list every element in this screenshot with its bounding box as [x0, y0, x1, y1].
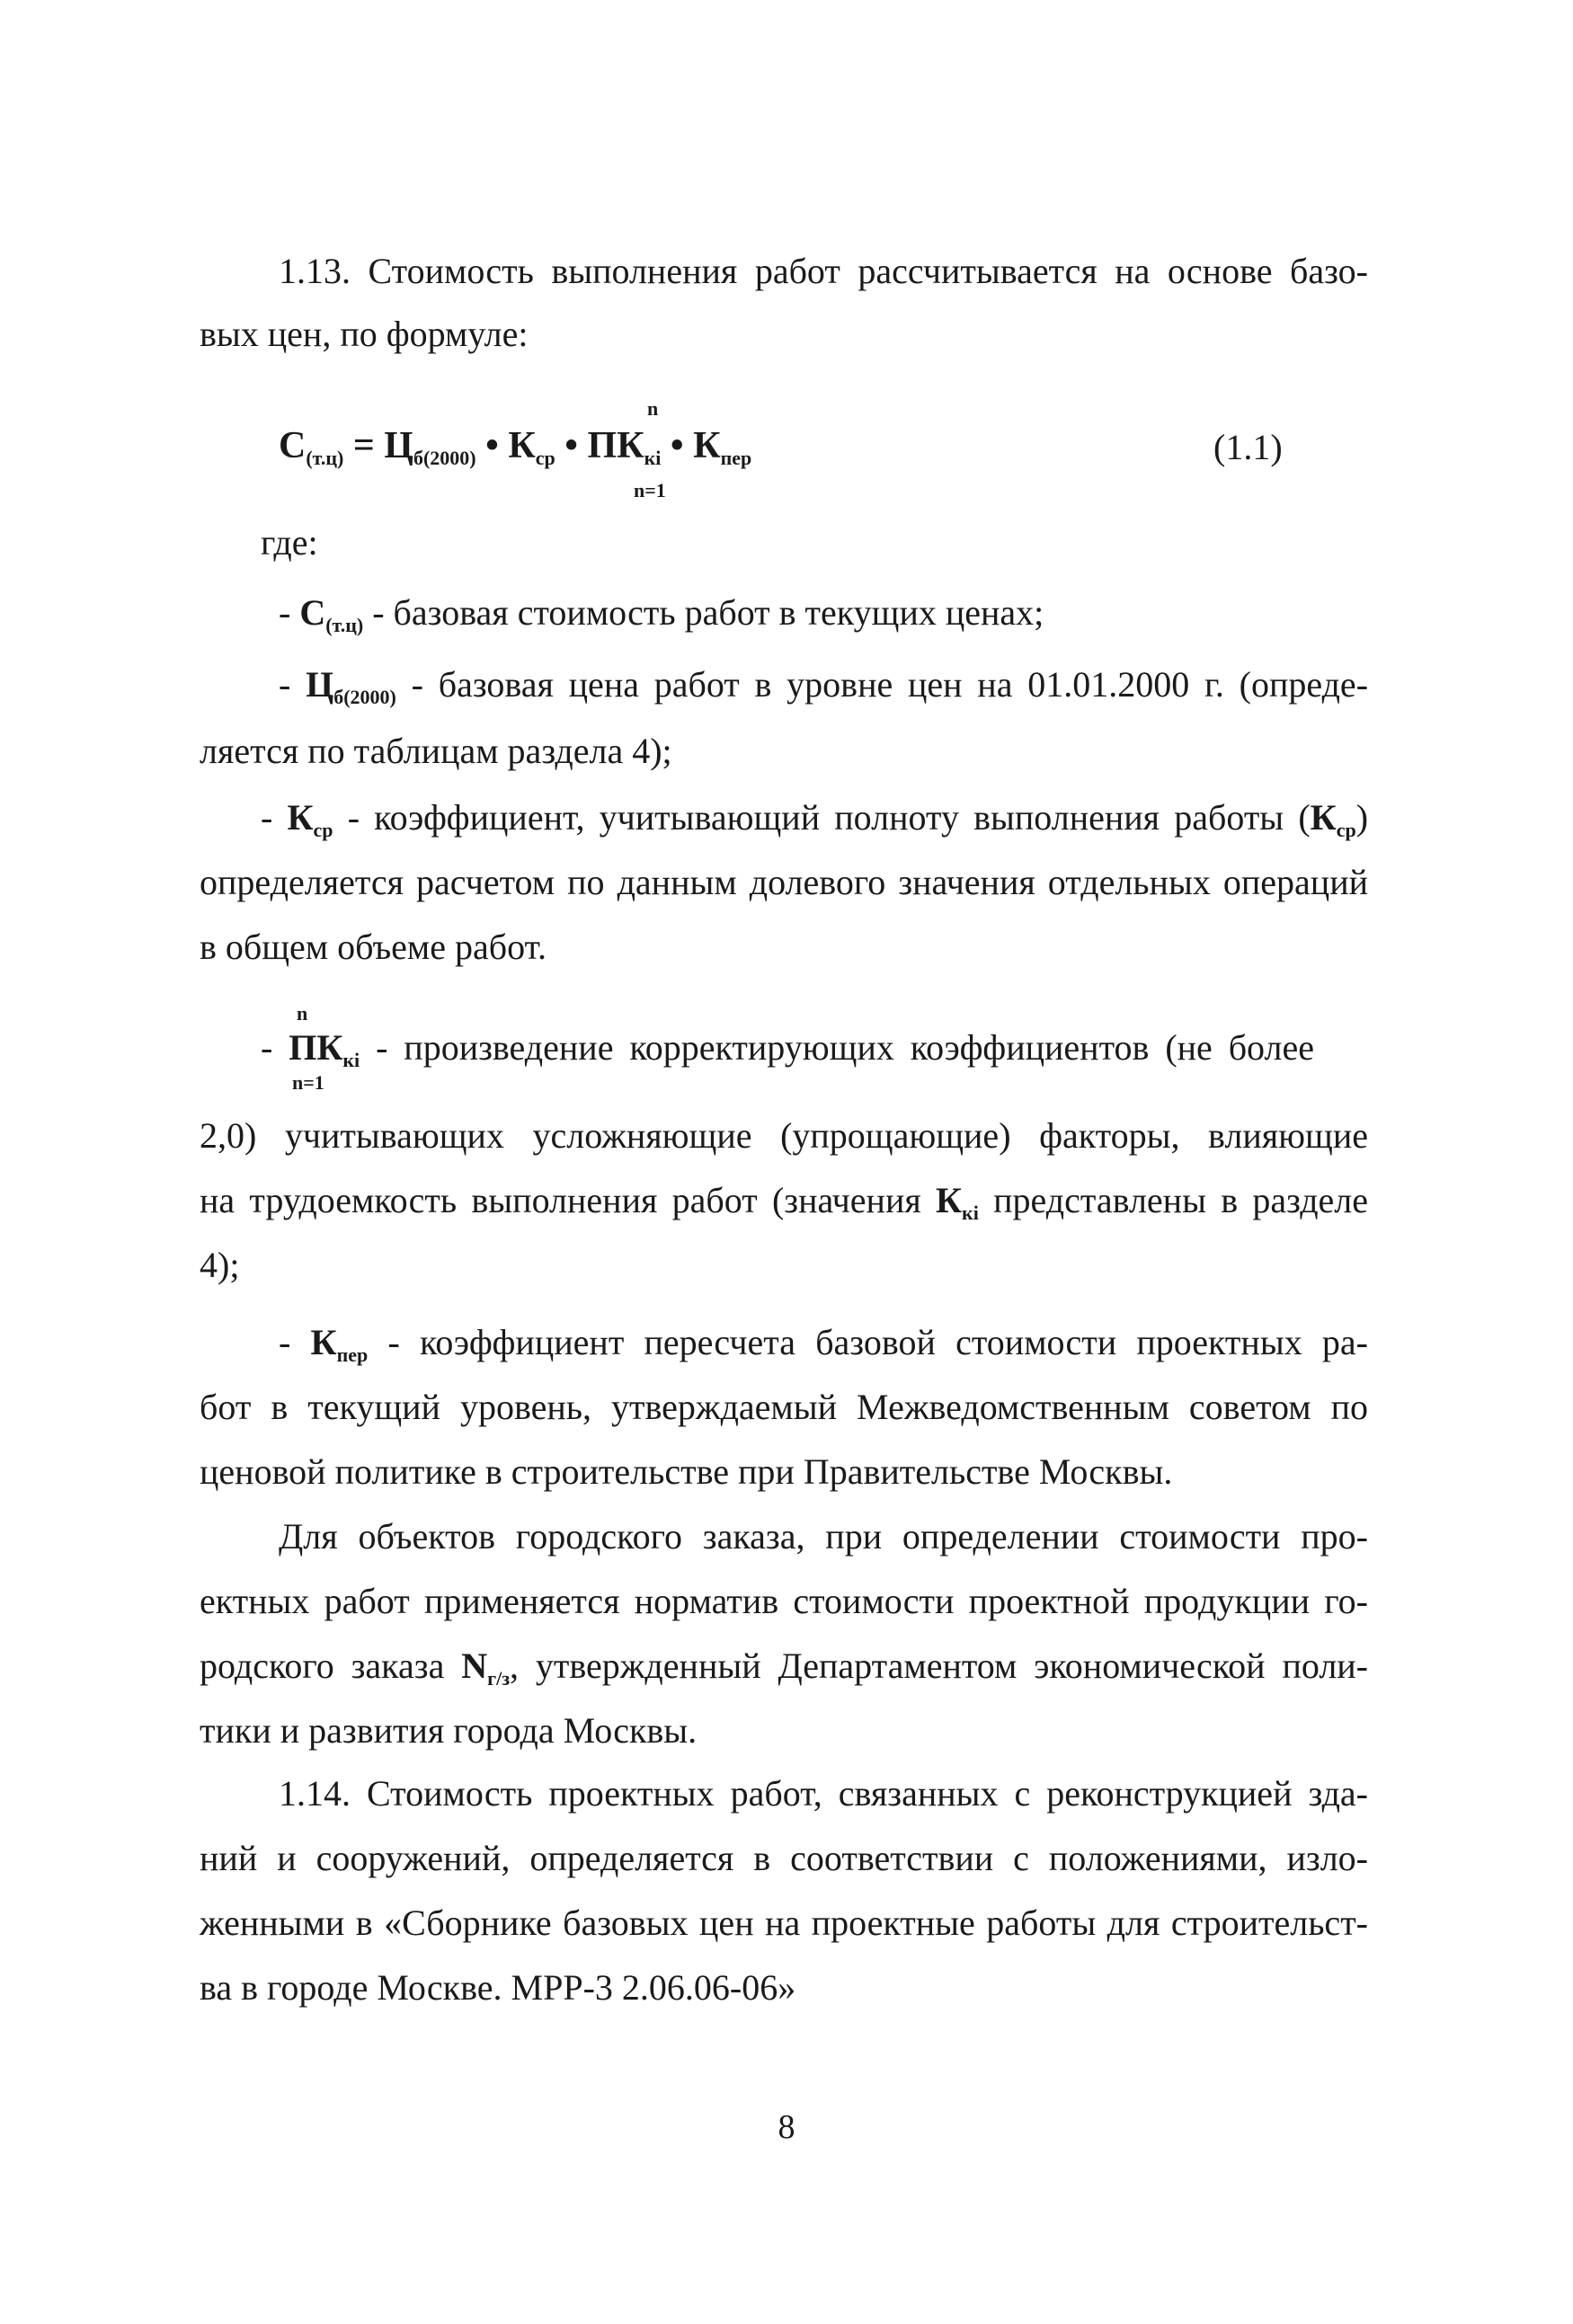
formula-lhs-sub: (т.ц) — [306, 447, 344, 469]
definition-pk-prefix: - — [261, 1027, 273, 1068]
section-1-14-line4: ва в городе Москве. МРР-3 2.06.06-06» — [200, 1967, 796, 2008]
formula-expression — [279, 424, 751, 470]
definition-pk-text3b: представлены в разделе — [993, 1180, 1369, 1220]
definition-pk-upper-limit: n — [297, 1002, 308, 1025]
formula-k-per-sub: пер — [720, 447, 752, 469]
formula-lhs: С — [279, 425, 307, 466]
formula-product: ПК — [587, 425, 644, 466]
definition-pk-sub: кi — [342, 1049, 360, 1071]
definition-ksr-symbol2: К — [1310, 797, 1337, 838]
definition-c-prefix: - — [279, 592, 291, 633]
definition-ts-prefix: - — [279, 664, 291, 705]
formula-k-sr: К — [508, 425, 536, 466]
formula-equals: = — [352, 425, 375, 466]
definition-pk-lower-limit: n=1 — [292, 1071, 324, 1094]
definition-ksr-symbol: К — [287, 797, 314, 838]
definition-c-symbol: С — [299, 592, 326, 633]
definition-ts-line1 — [279, 663, 1368, 719]
definition-pk-text3a: на трудоемкость выполнения работ (значения — [200, 1180, 921, 1220]
definition-ts-line2: ляется по таблицам раздела 4); — [200, 731, 672, 771]
definition-pk-line3 — [200, 1179, 1368, 1235]
city-order-line2: ектных работ применяется норматив стоимости проектной продукции го- — [200, 1581, 1368, 1621]
definition-kper-prefix: - — [279, 1322, 291, 1362]
section-1-14-line3: женными в «Сборнике базовых цен на проектные работы для строительст- — [200, 1903, 1368, 1943]
formula-number: (1.1) — [1213, 427, 1283, 467]
definition-c-sub: (т.ц) — [325, 614, 364, 636]
definition-pk-line4: 4); — [200, 1245, 240, 1285]
definition-kper-sub: пер — [336, 1344, 369, 1366]
definition-pk-text1: - произведение корректирующих коэффициентов (не более — [376, 1027, 1314, 1068]
formula-product-upper-limit: n — [647, 397, 659, 420]
definition-kper-line2: бот в текущий уровень, утверждаемый Межведомственным советом по — [200, 1387, 1368, 1427]
definition-ts-sub: б(2000) — [333, 686, 396, 708]
formula-product-lower-limit: n=1 — [634, 479, 666, 501]
formula-1-1 — [279, 377, 1285, 521]
definition-ts-text1: - базовая цена работ в уровне цен на 01.01.2000 г. (опреде- — [411, 664, 1369, 705]
formula-base-price: Ц — [384, 425, 413, 466]
definition-kper-symbol: К — [310, 1322, 337, 1362]
definition-ksr-text1: - коэффициент, учитывающий полноту выполнения работы ( — [347, 797, 1311, 838]
city-order-line3 — [200, 1645, 1368, 1700]
formula-product-sub: кi — [644, 447, 662, 469]
definition-ksr-line2: определяется расчетом по данным долевого значения отдельных операций — [200, 862, 1368, 902]
definition-ksr-close: ) — [1355, 797, 1369, 838]
formula-dot-3: • — [670, 425, 684, 466]
definition-ts-symbol: Ц — [306, 664, 334, 705]
definition-ksr-sub: ср — [313, 819, 333, 841]
definition-pk-line1 — [261, 1026, 1314, 1082]
formula-base-price-sub: б(2000) — [413, 447, 476, 469]
definition-kper-line1 — [279, 1321, 1368, 1377]
page-number: 8 — [778, 2108, 795, 2146]
definition-pk-sub2: кi — [962, 1202, 979, 1224]
definition-pk-line2: 2,0) учитывающих усложняющие (упрощающие) факторы, влияющие — [200, 1115, 1368, 1156]
section-1-13-line1: 1.13. Стоимость выполнения работ рассчитывается на основе базо- — [279, 251, 1368, 291]
city-order-symbol: N — [461, 1645, 488, 1686]
formula-k-sr-sub: ср — [535, 447, 555, 469]
city-order-line3a: родского заказа — [200, 1645, 445, 1686]
definition-ksr-line1 — [261, 796, 1368, 852]
section-1-14-line2: ний и сооружений, определяется в соответствии с положениями, изло- — [200, 1838, 1368, 1878]
where-label: где: — [261, 522, 318, 563]
definition-pk-symbol: ПК — [289, 1027, 343, 1068]
city-order-line3b: , утвержденный Департаментом экономической поли- — [510, 1645, 1369, 1686]
city-order-line4: тики и развития города Москвы. — [200, 1710, 698, 1751]
formula-dot-1: • — [485, 425, 499, 466]
section-1-14-line1: 1.14. Стоимость проектных работ, связанных с реконструкцией зда- — [279, 1773, 1368, 1814]
formula-k-per: К — [693, 425, 721, 466]
definition-kper-line3: ценовой политике в строительстве при Правительстве Москвы. — [200, 1451, 1173, 1492]
section-1-13-line2: вых цен, по формуле: — [200, 314, 529, 354]
definition-ksr-sub2: ср — [1336, 819, 1356, 841]
definition-c-text: - базовая стоимость работ в текущих ценах; — [372, 592, 1044, 633]
definition-pk-symbol2: К — [936, 1180, 963, 1220]
definition-kper-text1: - коэффициент пересчета базовой стоимости проектных ра- — [387, 1322, 1368, 1362]
city-order-sub: г/з — [487, 1667, 511, 1690]
city-order-line1: Для объектов городского заказа, при определении стоимости про- — [279, 1516, 1368, 1557]
formula-dot-2: • — [564, 425, 578, 466]
definition-ksr-prefix: - — [261, 797, 273, 838]
definition-c — [279, 591, 1447, 647]
definition-ksr-line3: в общем объеме работ. — [200, 927, 547, 967]
